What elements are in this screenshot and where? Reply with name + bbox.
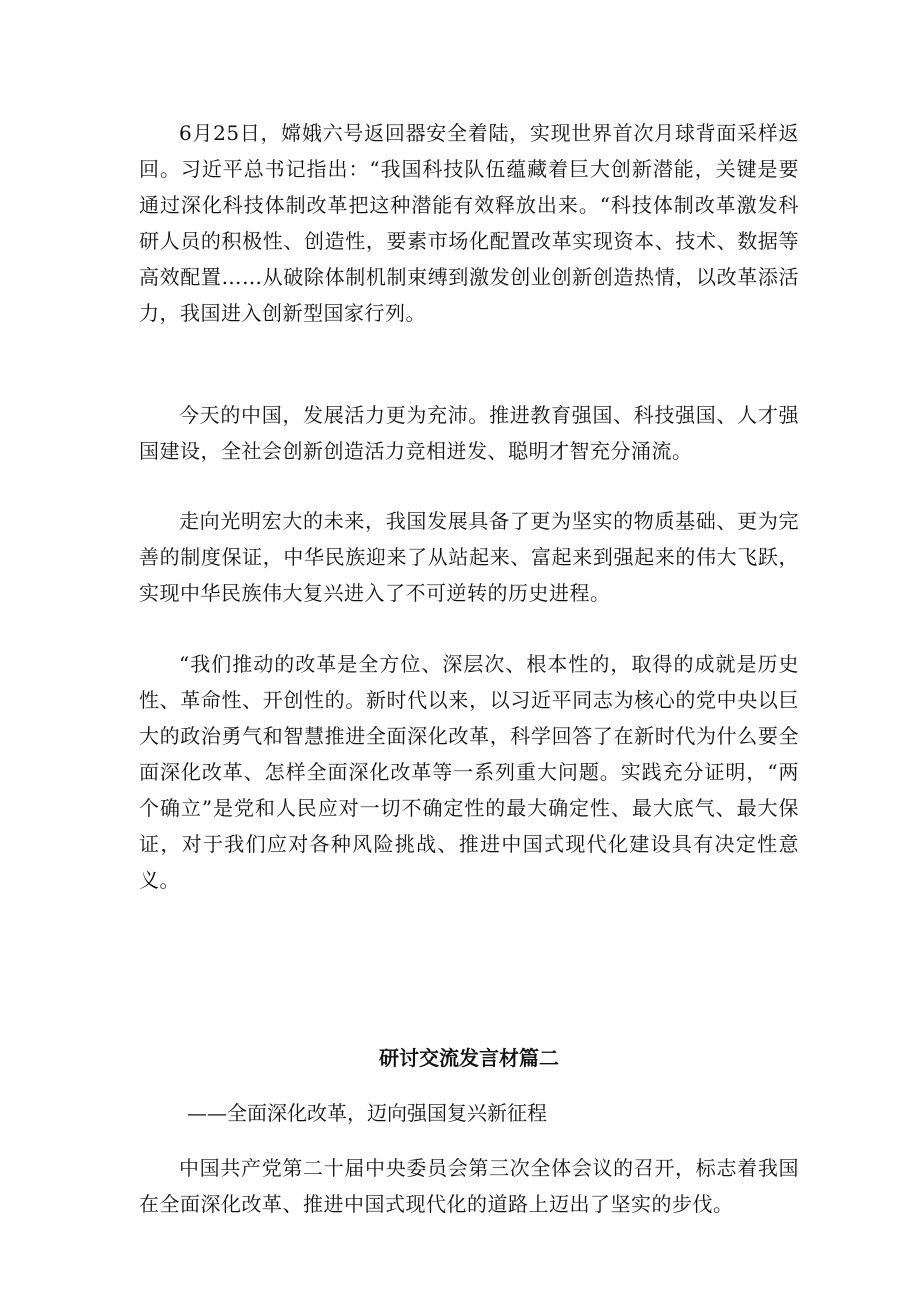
section-subtitle: ——全面深化改革，迈向强国复兴新征程	[187, 1101, 547, 1125]
paragraph-development-vitality: 今天的中国，发展活力更为充沛。推进教育强国、科技强国、人才强国建设，全社会创新创造活力竞相迸发、聪明才智充分涌流。	[139, 403, 799, 463]
paragraph-chang-e-6: 6月25日，嫦娥六号返回器安全着陆，实现世界首次月球背面采样返回。习近平总书记指出：“我国科技队伍蕴藏着巨大创新潜能，关键是要通过深化科技体制改革把这种潜能有效释放出来。“科技体制改革激发科研人员的积极性、创造性，要素市场化配置改革实现资本、技术、数据等高效配置……从破除体制机制束缚到激发创业创新创造热情，以改革添活力，我国进入创新型国家行列。	[139, 121, 799, 325]
paragraph-reform-quote: “我们推动的改革是全方位、深层次、根本性的，取得的成就是历史性、革命性、开创性的。新时代以来，以习近平同志为核心的党中央以巨大的政治勇气和智慧推进全面深化改革，科学回答了在新时代为什么要全面深化改革、怎样全面深化改革等一系列重大问题。实践充分证明，“两个确立”是党和人民应对一切不确定性的最大确定性、最大底气、最大保证，对于我们应对各种风险挑战、推进中国式现代化建设具有决定性意义。	[139, 652, 799, 892]
section-heading: 研讨交流发言材篇二	[379, 1046, 559, 1070]
paragraph-third-plenum: 中国共产党第二十届中央委员会第三次全体会议的召开，标志着我国在全面深化改革、推进中国式现代化的道路上迈出了坚实的步伐。	[139, 1156, 799, 1216]
paragraph-bright-future: 走向光明宏大的未来，我国发展具备了更为坚实的物质基础、更为完善的制度保证，中华民族迎来了从站起来、富起来到强起来的伟大飞跃，实现中华民族伟大复兴进入了不可逆转的历史进程。	[139, 509, 799, 605]
